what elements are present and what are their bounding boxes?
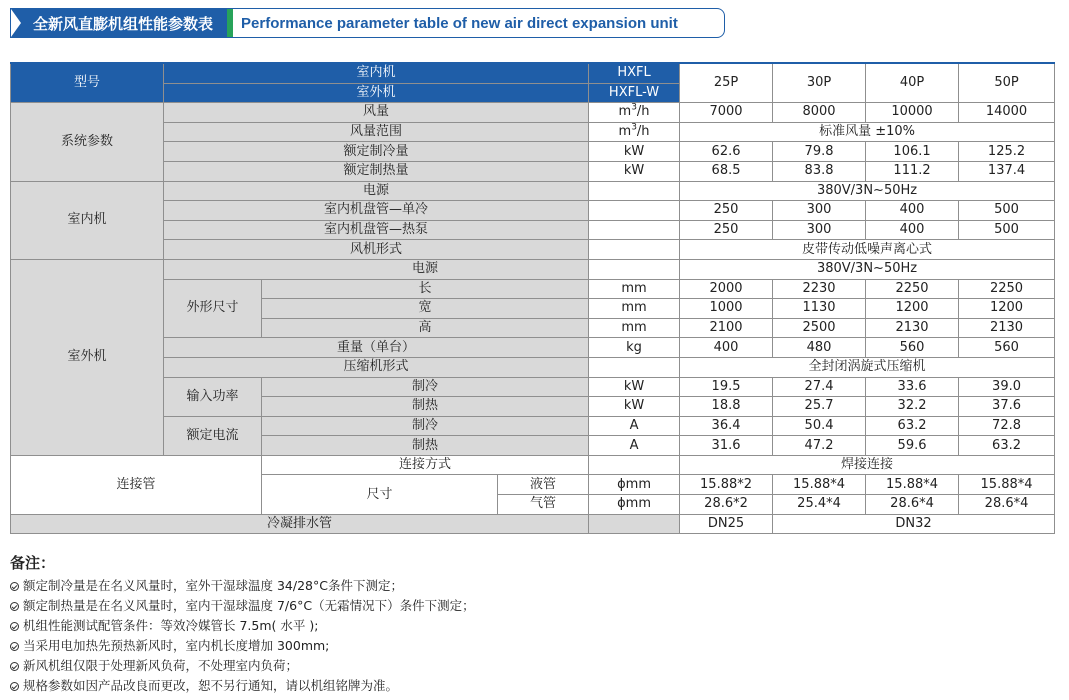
label-input-cool: 制冷 (262, 377, 589, 397)
label-current-heat: 制热 (262, 436, 589, 456)
cell: 1200 (959, 299, 1055, 319)
check-circle-icon (10, 582, 19, 591)
label-coil-cool: 室内机盘管—单冷 (164, 201, 589, 221)
label-pipe-size: 尺寸 (262, 475, 498, 514)
cell: 2230 (773, 279, 866, 299)
label-outdoor-power: 电源 (164, 259, 589, 279)
label-airflow-range: 风量范围 (164, 122, 589, 142)
row-length (11, 279, 1055, 299)
cell: 14000 (959, 103, 1055, 123)
cell: 2130 (866, 318, 959, 338)
cell: 1130 (773, 299, 866, 319)
unit-airflow-range: $m^3/h$ (589, 122, 680, 142)
cell: 62.6 (680, 142, 773, 162)
cell-drain-25p: DN25 (680, 514, 773, 534)
notes-title: 备注： (10, 554, 56, 572)
indoor-unit-label: 室内机 (164, 63, 589, 83)
unit-heating: kW (589, 161, 680, 181)
cell: 500 (959, 220, 1055, 240)
label-fan: 风机形式 (164, 240, 589, 260)
cell-compressor: 全封闭涡旋式压缩机 (680, 357, 1055, 377)
cell: 33.6 (866, 377, 959, 397)
cell: 2250 (959, 279, 1055, 299)
check-circle-icon (10, 642, 19, 651)
label-current-cool: 制冷 (262, 416, 589, 436)
cell: 560 (866, 338, 959, 358)
model-25p: 25P (680, 63, 773, 103)
cell: 2250 (866, 279, 959, 299)
indoor-code: HXFL (589, 63, 680, 83)
cell: 36.4 (680, 416, 773, 436)
label-cooling: 额定制冷量 (164, 142, 589, 162)
model-30p: 30P (773, 63, 866, 103)
notes-list (10, 576, 475, 696)
cell: 83.8 (773, 161, 866, 181)
row-heating (11, 161, 1055, 181)
label-drain: 冷凝排水管 (11, 514, 589, 534)
cell: 19.5 (680, 377, 773, 397)
unit-airflow: $m^3/h$ (589, 103, 680, 123)
unit-empty (589, 240, 680, 260)
row-airflow-range (11, 122, 1055, 142)
cell: 2000 (680, 279, 773, 299)
cell: 500 (959, 201, 1055, 221)
cell: 68.5 (680, 161, 773, 181)
cell: 106.1 (866, 142, 959, 162)
cell: 15.88*4 (773, 475, 866, 495)
cell: 32.2 (866, 397, 959, 417)
cell: 79.8 (773, 142, 866, 162)
cell: 28.6*2 (680, 495, 773, 515)
row-weight (11, 338, 1055, 358)
cell: 125.2 (959, 142, 1055, 162)
title-banner (10, 8, 725, 38)
header-row-indoor (11, 63, 1055, 83)
cell: 2130 (959, 318, 1055, 338)
cell: 25.4*4 (773, 495, 866, 515)
model-50p: 50P (959, 63, 1055, 103)
title-en: Performance parameter table of new air direct expansion unit (241, 14, 678, 32)
cell: 250 (680, 201, 773, 221)
note-item: 规格参数如因产品改良而更改，恕不另行通知，请以机组铭牌为准。 (10, 676, 475, 696)
unit-empty (589, 259, 680, 279)
cell: 300 (773, 220, 866, 240)
cell: 18.8 (680, 397, 773, 417)
title-cn: 全新风直膨机组性能参数表 (11, 9, 227, 37)
cell: 15.88*4 (959, 475, 1055, 495)
cell: 25.7 (773, 397, 866, 417)
unit-liquid-pipe: ϕmm (589, 475, 680, 495)
group-piping: 连接管 (11, 455, 262, 514)
cell-indoor-power: 380V/3N~50Hz (680, 181, 1055, 201)
cell: 37.6 (959, 397, 1055, 417)
unit-empty (589, 357, 680, 377)
cell: 15.88*2 (680, 475, 773, 495)
cell: 400 (680, 338, 773, 358)
group-system: 系统参数 (11, 103, 164, 181)
cell: 47.2 (773, 436, 866, 456)
unit-gas-pipe: ϕmm (589, 495, 680, 515)
cell: 28.6*4 (959, 495, 1055, 515)
unit-empty (589, 455, 680, 475)
cell-airflow-range: 标准风量 ±10% (680, 122, 1055, 142)
label-liquid-pipe: 液管 (498, 475, 589, 495)
group-outdoor: 室外机 (11, 259, 164, 455)
cell: 7000 (680, 103, 773, 123)
row-fan (11, 240, 1055, 260)
cell: 400 (866, 201, 959, 221)
note-item: 新风机组仅限于处理新风负荷，不处理室内负荷； (10, 656, 475, 676)
cell: 2100 (680, 318, 773, 338)
unit-weight: kg (589, 338, 680, 358)
cell: 27.4 (773, 377, 866, 397)
label-indoor-power: 电源 (164, 181, 589, 201)
label-weight: 重量（单台） (164, 338, 589, 358)
label-pipe-method: 连接方式 (262, 455, 589, 475)
row-outdoor-power (11, 259, 1055, 279)
unit-cooling: kW (589, 142, 680, 162)
cell: 50.4 (773, 416, 866, 436)
cell: 15.88*4 (866, 475, 959, 495)
check-circle-icon (10, 662, 19, 671)
row-airflow (11, 103, 1055, 123)
cell-drain-rest: DN32 (773, 514, 1055, 534)
outdoor-code: HXFL-W (589, 83, 680, 103)
cell: 480 (773, 338, 866, 358)
check-circle-icon (10, 622, 19, 631)
unit-width: mm (589, 299, 680, 319)
label-heating: 额定制热量 (164, 161, 589, 181)
unit-current-cool: A (589, 416, 680, 436)
group-rated-current: 额定电流 (164, 416, 262, 455)
label-input-heat: 制热 (262, 397, 589, 417)
row-input-cool (11, 377, 1055, 397)
note-item: 机组性能测试配管条件：等效冷媒管长 7.5m( 水平 ); (10, 616, 475, 636)
unit-length: mm (589, 279, 680, 299)
cell: 1000 (680, 299, 773, 319)
performance-table (10, 62, 1055, 534)
cell: 300 (773, 201, 866, 221)
cell: 31.6 (680, 436, 773, 456)
label-width: 宽 (262, 299, 589, 319)
unit-empty (589, 201, 680, 221)
check-circle-icon (10, 682, 19, 691)
cell: 8000 (773, 103, 866, 123)
cell: 28.6*4 (866, 495, 959, 515)
cell-outdoor-power: 380V/3N~50Hz (680, 259, 1055, 279)
cell-pipe-method: 焊接连接 (680, 455, 1055, 475)
group-indoor: 室内机 (11, 181, 164, 259)
row-pipe-method (11, 455, 1055, 475)
cell: 137.4 (959, 161, 1055, 181)
unit-input-cool: kW (589, 377, 680, 397)
unit-empty (589, 181, 680, 201)
unit-empty (589, 220, 680, 240)
row-drain (11, 514, 1055, 534)
cell: 400 (866, 220, 959, 240)
cell: 59.6 (866, 436, 959, 456)
model-label: 型号 (11, 63, 164, 103)
cell: 39.0 (959, 377, 1055, 397)
unit-current-heat: A (589, 436, 680, 456)
label-airflow: 风量 (164, 103, 589, 123)
row-current-cool (11, 416, 1055, 436)
cell: 2500 (773, 318, 866, 338)
outdoor-unit-label: 室外机 (164, 83, 589, 103)
cell: 63.2 (866, 416, 959, 436)
label-compressor: 压缩机形式 (164, 357, 589, 377)
model-40p: 40P (866, 63, 959, 103)
unit-height: mm (589, 318, 680, 338)
check-circle-icon (10, 602, 19, 611)
unit-input-heat: kW (589, 397, 680, 417)
group-dimension: 外形尺寸 (164, 279, 262, 338)
row-indoor-power (11, 181, 1055, 201)
group-input-power: 输入功率 (164, 377, 262, 416)
cell: 560 (959, 338, 1055, 358)
cell: 10000 (866, 103, 959, 123)
note-item: 额定制冷量是在名义风量时，室外干湿球温度 34/28°C条件下测定； (10, 576, 475, 596)
cell: 63.2 (959, 436, 1055, 456)
row-coil-cool (11, 201, 1055, 221)
label-height: 高 (262, 318, 589, 338)
cell: 1200 (866, 299, 959, 319)
cell: 72.8 (959, 416, 1055, 436)
cell: 250 (680, 220, 773, 240)
row-coil-heat (11, 220, 1055, 240)
row-cooling (11, 142, 1055, 162)
unit-empty (589, 514, 680, 534)
label-coil-heat: 室内机盘管—热泵 (164, 220, 589, 240)
note-item: 当采用电加热先预热新风时，室内机长度增加 300mm; (10, 636, 475, 656)
cell: 111.2 (866, 161, 959, 181)
row-compressor (11, 357, 1055, 377)
label-gas-pipe: 气管 (498, 495, 589, 515)
cell-fan: 皮带传动低噪声离心式 (680, 240, 1055, 260)
note-item: 额定制热量是在名义风量时，室内干湿球温度 7/6°C（无霜情况下）条件下测定； (10, 596, 475, 616)
label-length: 长 (262, 279, 589, 299)
